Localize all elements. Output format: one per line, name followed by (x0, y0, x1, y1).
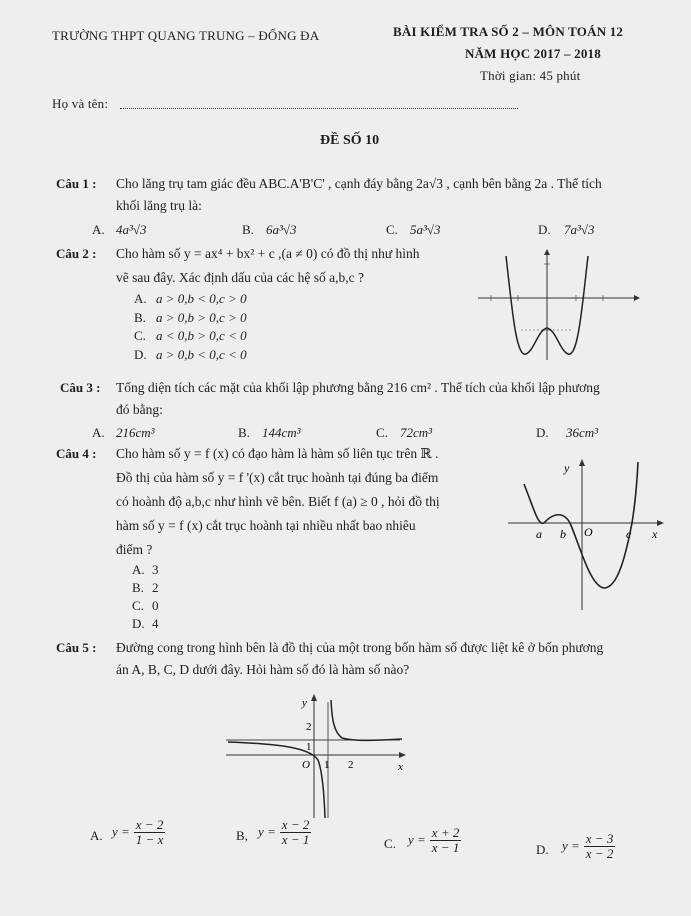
q3-option-c-text[interactable]: 72cm³ (400, 425, 433, 440)
q1-option-c-letter: C. (386, 222, 398, 237)
q1-option-b-text[interactable]: 6a³√3 (266, 222, 297, 237)
q5-option-d-lhs: y = (562, 838, 580, 854)
q4-label: Câu 4 : (56, 446, 97, 461)
q5-y-label: y (302, 697, 307, 709)
exam-title: BÀI KIỂM TRA SỐ 2 – MÔN TOÁN 12 (393, 24, 624, 39)
q4-option-a-text[interactable]: 3 (152, 562, 159, 577)
q4-x-label: x (652, 527, 658, 541)
q4-option-c-text[interactable]: 0 (152, 598, 159, 613)
q5-option-c-den: x − 1 (431, 840, 460, 855)
q1-option-b-letter: B. (242, 222, 254, 237)
q2-text-line2: vẽ sau đây. Xác định dấu của các hệ số a,b,c ? (116, 270, 365, 285)
q5-option-b-den: x − 1 (281, 832, 310, 847)
school-name: TRƯỜNG THPT QUANG TRUNG – ĐỐNG ĐA (52, 28, 320, 43)
q4-a-label: a (536, 527, 542, 541)
q5-left-branch (228, 742, 325, 818)
school-year: NĂM HỌC 2017 – 2018 (465, 46, 601, 61)
q4-x-arrow (657, 520, 664, 526)
exam-time: Thời gian: 45 phút (480, 68, 581, 83)
q1-option-a-text[interactable]: 4a³√3 (116, 222, 147, 237)
q5-origin-label: O (302, 759, 310, 771)
q5-option-c[interactable] (408, 826, 461, 855)
q4-curve (524, 462, 638, 588)
q1-option-c-text[interactable]: 5a³√3 (410, 222, 441, 237)
q4-option-b-letter: B. (132, 580, 144, 595)
q4-origin-label: O (584, 525, 593, 539)
q5-one-x-label: 1 (324, 759, 330, 771)
q5-option-a-lhs: y = (112, 824, 130, 840)
q3-option-b-letter: B. (238, 425, 250, 440)
q5-option-a-den: 1 − x (135, 832, 164, 847)
q5-option-b-num: x − 2 (281, 817, 310, 832)
q5-option-d-den: x − 2 (585, 846, 614, 861)
q4-y-label: y (564, 461, 570, 475)
q1-text-line1: Cho lăng trụ tam giác đều ABC.A'B'C' , cạnh đáy bằng 2a√3 , cạnh bên bằng 2a . Thể tích (116, 176, 602, 191)
q5-option-a-letter: A. (90, 828, 103, 843)
q5-hyperbola-graph (222, 690, 412, 820)
q2-option-b-letter: B. (134, 310, 146, 325)
q4-option-d-letter: D. (132, 616, 145, 631)
q5-option-b[interactable] (258, 818, 311, 847)
q2-option-b-text[interactable]: a > 0,b > 0,c > 0 (156, 310, 247, 325)
exam-code: ĐỀ SỐ 10 (320, 133, 380, 148)
q5-two-y-label: 2 (306, 721, 312, 733)
q5-option-b-fraction (280, 818, 312, 847)
q5-x-arrow (399, 752, 406, 758)
q1-text-line2: khối lăng trụ là: (116, 198, 202, 213)
name-label: Họ và tên: (52, 96, 109, 111)
q4-option-c-letter: C. (132, 598, 144, 613)
q4-c-label: c (626, 527, 632, 541)
q2-text-line1: Cho hàm số y = ax⁴ + bx² + c ,(a ≠ 0) có đồ thị như hình (116, 246, 420, 261)
q5-one-y-label: 1 (306, 741, 312, 753)
q5-option-a[interactable] (112, 818, 165, 847)
name-field-line (120, 108, 518, 109)
q5-option-c-fraction (430, 826, 462, 855)
q5-option-b-letter: B, (236, 828, 248, 843)
q2-x-arrow (634, 295, 640, 301)
q2-quartic-graph (476, 248, 646, 364)
q5-right-branch (331, 700, 402, 740)
q5-option-a-fraction (134, 818, 166, 847)
q5-text-line2: án A, B, C, D dưới đây. Hỏi hàm số đó là hàm số nào? (116, 662, 410, 677)
q4-option-a-letter: A. (132, 562, 145, 577)
q1-option-a-letter: A. (92, 222, 105, 237)
q5-two-x-label: 2 (348, 759, 354, 771)
q5-option-b-lhs: y = (258, 824, 276, 840)
q4-text-line4: hàm số y = f (x) cắt trục hoành tại nhiều nhất bao nhiêu (116, 518, 416, 533)
q5-option-d-fraction (584, 832, 616, 861)
q4-text-line1: Cho hàm số y = f (x) có đạo hàm là hàm số liên tục trên ℝ . (116, 446, 439, 461)
q3-option-d-text[interactable]: 36cm³ (566, 425, 599, 440)
q2-y-arrow (544, 249, 550, 255)
q4-y-arrow (579, 459, 585, 466)
q2-option-c-letter: C. (134, 328, 146, 343)
q3-option-d-letter: D. (536, 425, 549, 440)
q2-option-d-letter: D. (134, 347, 147, 362)
q5-option-d-letter: D. (536, 842, 549, 857)
q3-option-a-text[interactable]: 216cm³ (116, 425, 155, 440)
q3-text-line2: đó bằng: (116, 402, 163, 417)
q4-derivative-graph (504, 454, 674, 614)
q5-option-a-num: x − 2 (135, 817, 164, 832)
q2-option-a-letter: A. (134, 291, 147, 306)
q1-label: Câu 1 : (56, 176, 97, 191)
q4-text-line5: điểm ? (116, 542, 153, 557)
q5-x-label: x (398, 761, 403, 773)
q5-y-arrow (311, 694, 317, 701)
q2-option-d-text[interactable]: a > 0,b < 0,c < 0 (156, 347, 247, 362)
q4-text-line2: Đồ thị của hàm số y = f '(x) cắt trục hoành tại đúng ba điểm (116, 470, 439, 485)
q4-option-b-text[interactable]: 2 (152, 580, 159, 595)
q5-text-line1: Đường cong trong hình bên là đồ thị của một trong bốn hàm số được liệt kê ở bốn phương (116, 640, 604, 655)
q3-option-c-letter: C. (376, 425, 388, 440)
q3-option-b-text[interactable]: 144cm³ (262, 425, 301, 440)
q4-option-d-text[interactable]: 4 (152, 616, 159, 631)
q2-option-c-text[interactable]: a < 0,b > 0,c < 0 (156, 328, 247, 343)
q5-option-d-num: x − 3 (585, 831, 614, 846)
q5-option-c-lhs: y = (408, 832, 426, 848)
q2-option-a-text[interactable]: a > 0,b < 0,c > 0 (156, 291, 247, 306)
q5-label: Câu 5 : (56, 640, 97, 655)
q5-option-c-num: x + 2 (431, 825, 460, 840)
q3-text-line1: Tổng diện tích các mặt của khối lập phương bằng 216 cm² . Thể tích của khối lập phương (116, 380, 600, 395)
q2-label: Câu 2 : (56, 246, 97, 261)
q4-b-label: b (560, 527, 566, 541)
q1-option-d-text[interactable]: 7a³√3 (564, 222, 595, 237)
q3-label: Câu 3 : (60, 380, 101, 395)
q1-option-d-letter: D. (538, 222, 551, 237)
q4-text-line3: có hoành độ a,b,c như hình vẽ bên. Biết f (a) ≥ 0 , hỏi đồ thị (116, 494, 440, 509)
q5-option-d[interactable] (562, 832, 615, 861)
q3-option-a-letter: A. (92, 425, 105, 440)
q5-option-c-letter: C. (384, 836, 396, 851)
